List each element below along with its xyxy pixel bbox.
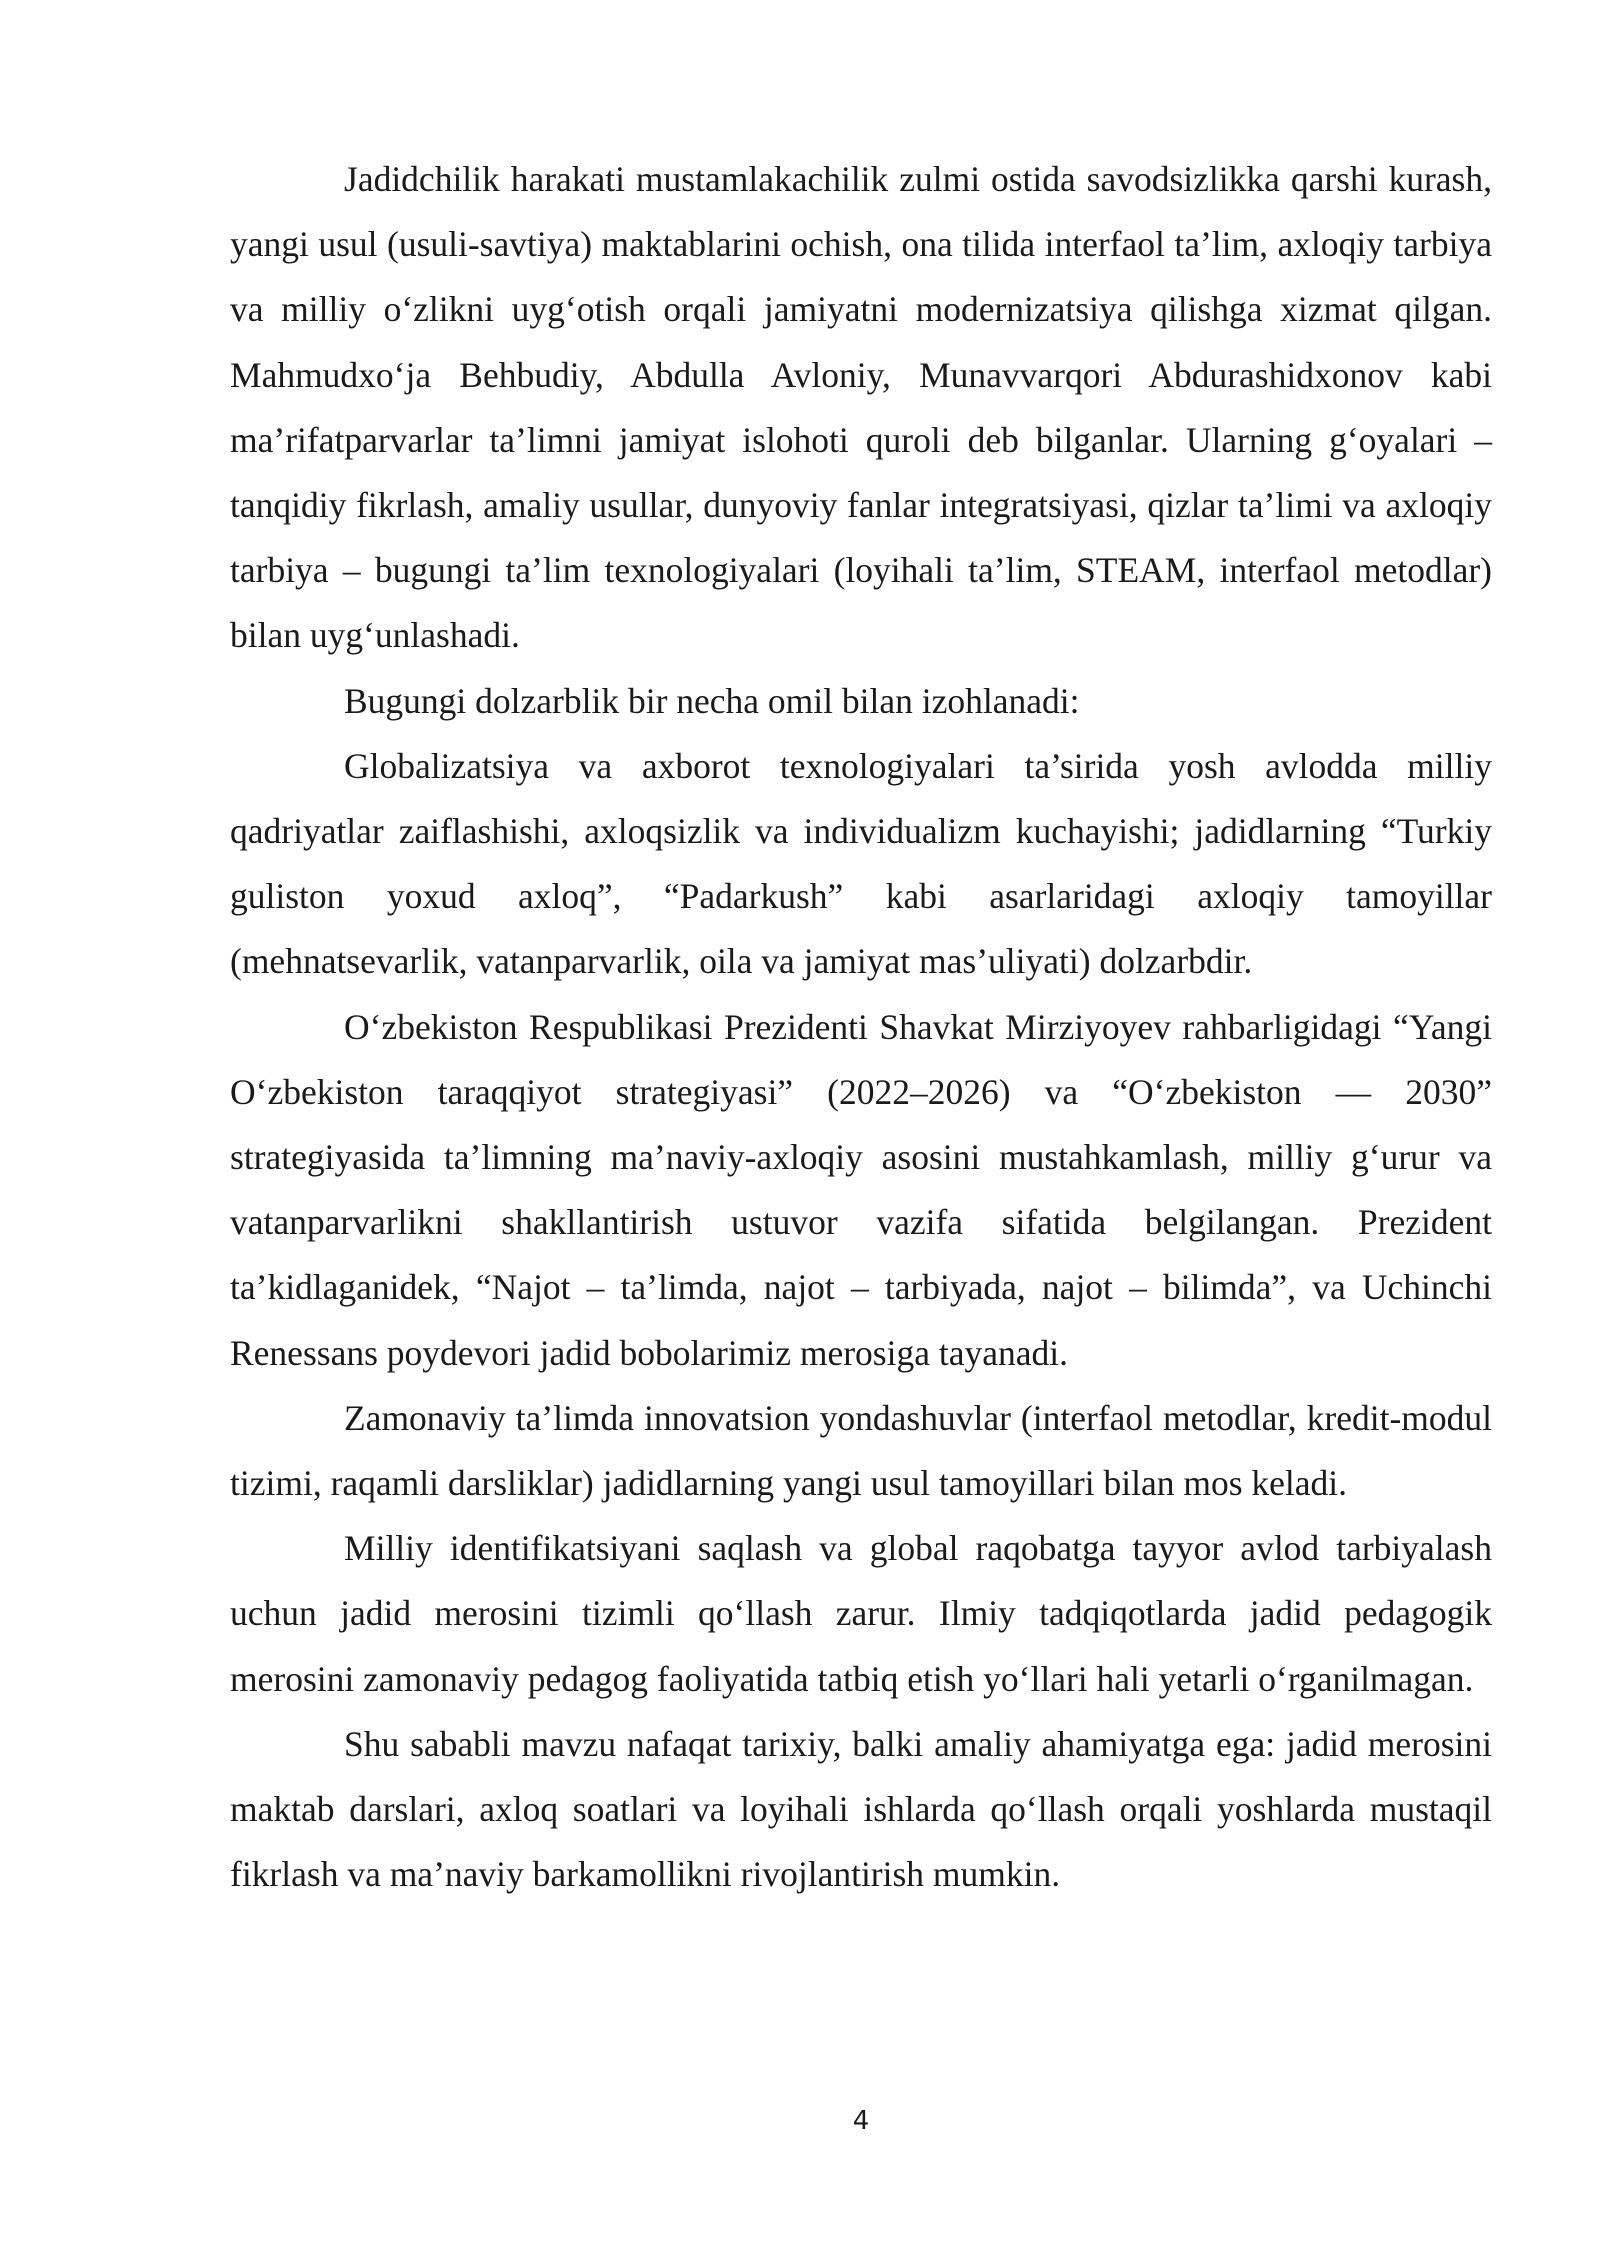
paragraph-jadidchilik-harakati: Jadidchilik harakati mustamlakachilik zulmi ostida savodsizlikka qarshi kurash, yangi usul (usuli-savtiya) maktablarini ochish, ona tilida interfaol ta’lim, axloqiy tarbiya va milliy o‘zlikni uyg‘otish orqali jamiyatni modernizatsiya qilishga xizmat qilgan. Mahmudxo‘ja Behbudiy, Abdulla Avloniy, Munavvarqori Abdurashidxonov kabi ma’rifatparvarlar ta’limni jamiyat islohoti quroli deb bilganlar. Ularning g‘oyalari – tanqidiy fikrlash, amaliy usullar, dunyoviy fanlar integratsiyasi, qizlar ta’limi va axloqiy tarbiya – bugungi ta’lim texnologiyalari (loyihali ta’lim, STEAM, interfaol metodlar) bilan uyg‘unlashadi.: [230, 159, 1492, 656]
paragraph-ozbekiston-strategiyasi: O‘zbekiston Respublikasi Prezidenti Shavkat Mirziyoyev rahbarligidagi “Yangi O‘zbekiston taraqqiyot strategiyasi” (2022–2026) va “O‘zbekiston — 2030” strategiyasida ta’limning ma’naviy-axloqiy asosini mustahkamlash, milliy g‘urur va vatanparvarlikni shakllantirish ustuvor vazifa sifatida belgilangan. Prezident ta’kidlaganidek, “Najot – ta’limda, najot – tarbiyada, najot – bilimda”, va Uchinchi Renessans poydevori jadid bobolarimiz merosiga tayanadi.: [230, 1006, 1492, 1373]
page-number: 4: [852, 2106, 870, 2136]
document-body: [230, 147, 1492, 1907]
paragraph-zamonaviy-talim: Zamonaviy ta’limda innovatsion yondashuvlar (interfaol metodlar, kredit-modul tizimi, raqamli darsliklar) jadidlarning yangi usul tamoyillari bilan mos keladi.: [230, 1397, 1492, 1504]
paragraph-shu-sababli: Shu sababli mavzu nafaqat tarixiy, balki amaliy ahamiyatga ega: jadid merosini maktab darslari, axloq soatlari va loyihali ishlarda qo‘llash orqali yoshlarda mustaqil fikrlash va ma’naviy barkamollikni rivojlantirish mumkin.: [230, 1723, 1492, 1895]
paragraph-bugungi-dolzarblik: Bugungi dolzarblik bir necha omil bilan izohlanadi:: [344, 680, 1080, 721]
paragraph-milliy-identifikatsiya: Milliy identifikatsiyani saqlash va global raqobatga tayyor avlod tarbiyalash uchun jadid merosini tizimli qo‘llash zarur. Ilmiy tadqiqotlarda jadid pedagogik merosini zamonaviy pedagog faoliyatida tatbiq etish yo‘llari hali yetarli o‘rganilmagan.: [230, 1528, 1492, 1699]
paragraph-globalizatsiya: Globalizatsiya va axborot texnologiyalari ta’sirida yosh avlodda milliy qadriyatlar zaiflashishi, axloqsizlik va individualizm kuchayishi; jadidlarning “Turkiy guliston yoxud axloq”, “Padarkush” kabi asarlaridagi axloqiy tamoyillar (mehnatsevarlik, vatanparvarlik, oila va jamiyat mas’uliyati) dolzarbdir.: [230, 745, 1492, 982]
